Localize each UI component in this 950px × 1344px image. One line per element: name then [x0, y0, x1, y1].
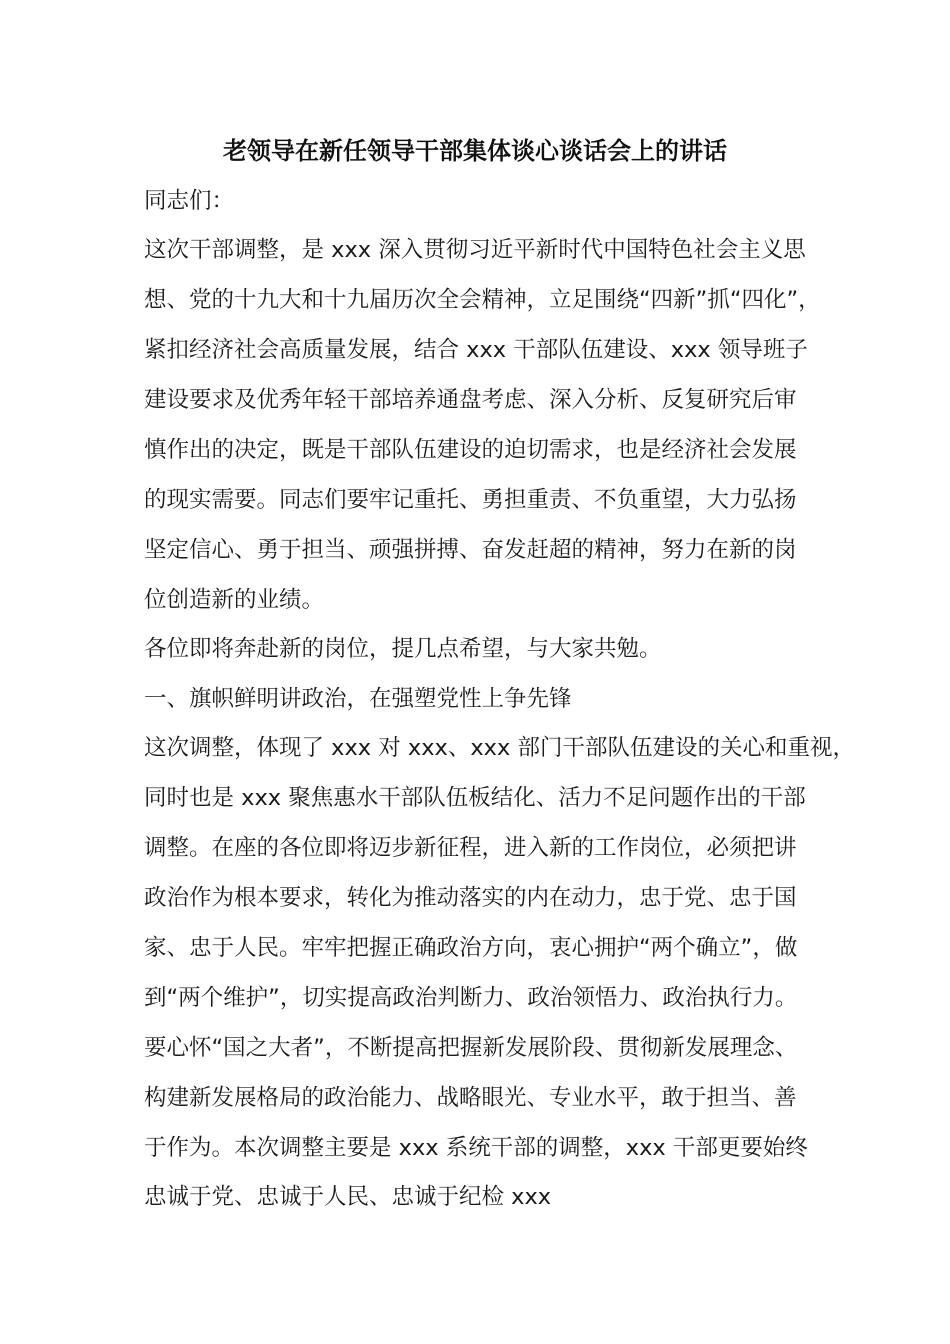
text-line: 各位即将奔赴新的岗位，提几点希望，与大家共勉。: [144, 636, 662, 662]
text-line: 慎作出的决定，既是干部队伍建设的迫切需求，也是经济社会发展: [144, 437, 797, 463]
text-line: 同时也是 xxx 聚焦惠水干部队伍板结化、活力不足问题作出的干部: [144, 785, 806, 811]
text-line: 建设要求及优秀年轻干部培养通盘考虑、深入分析、反复研究后审: [144, 387, 797, 413]
text-line: 政治作为根本要求，转化为推动落实的内在动力，忠于党、忠于国: [144, 885, 797, 911]
text-line: 构建新发展格局的政治能力、战略眼光、专业水平，敢于担当、善: [144, 1085, 797, 1111]
text-line: 紧扣经济社会高质量发展，结合 xxx 干部队伍建设、xxx 领导班子: [144, 337, 808, 363]
document-title: 老领导在新任领导干部集体谈心谈话会上的讲话: [223, 137, 727, 165]
text-line: 想、党的十九大和十九届历次全会精神，立足围绕“四新”抓“四化”，: [144, 287, 821, 313]
section-heading: 一、旗帜鲜明讲政治，在强塑党性上争先锋: [144, 686, 572, 712]
text-line: 忠诚于党、忠诚于人民、忠诚于纪检 xxx: [144, 1184, 552, 1210]
text-line: 的现实需要。同志们要牢记重托、勇担重责、不负重望，大力弘扬: [144, 487, 797, 513]
text-line: 于作为。本次调整主要是 xxx 系统干部的调整，xxx 干部更要始终: [144, 1135, 808, 1161]
text-line: 到“两个维护”，切实提高政治判断力、政治领悟力、政治执行力。: [144, 985, 798, 1011]
salutation-line: 同志们：: [144, 188, 235, 214]
text-line: 调整。在座的各位即将迈步新征程，进入新的工作岗位，必须把讲: [144, 835, 797, 861]
text-line: 这次干部调整，是 xxx 深入贯彻习近平新时代中国特色社会主义思: [144, 237, 806, 263]
text-line: 坚定信心、勇于担当、顽强拼搏、奋发赶超的精神，努力在新的岗: [144, 537, 797, 563]
text-line: 要心怀“国之大者”，不断提高把握新发展阶段、贯彻新发展理念、: [144, 1035, 798, 1061]
text-line: 家、忠于人民。牢牢把握正确政治方向，衷心拥护“两个确立”，做: [144, 935, 798, 961]
text-line: 位创造新的业绩。: [144, 587, 325, 613]
text-line: 这次调整，体现了 xxx 对 xxx、xxx 部门干部队伍建设的关心和重视，: [144, 735, 855, 761]
